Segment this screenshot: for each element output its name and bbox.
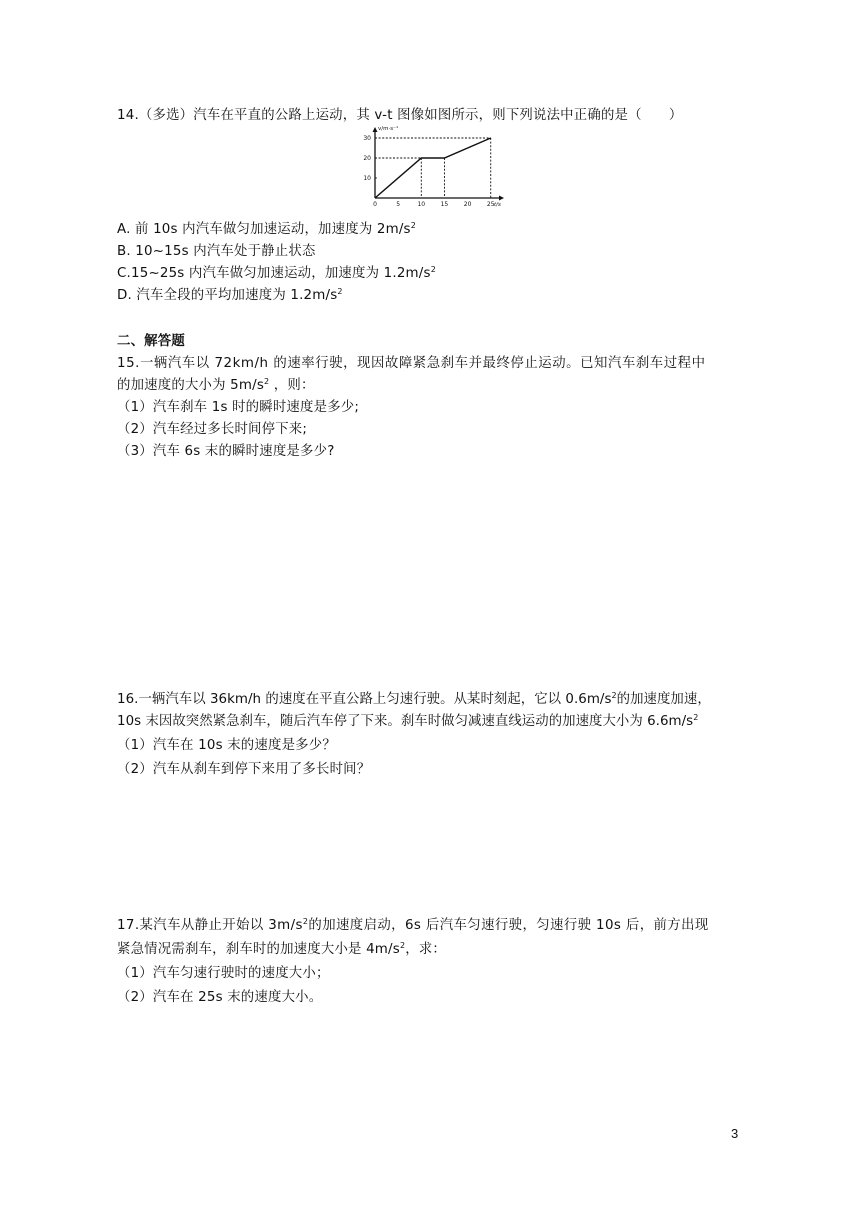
superscript: 2: [399, 941, 406, 950]
q17-line-1-text: 17.某汽车从静止开始以 3m/s: [117, 918, 303, 933]
q15-part-1: （1）汽车刹车 1s 时的瞬时速度是多少;: [117, 400, 360, 415]
y-tick-label: 30: [363, 135, 371, 142]
superscript: 2: [264, 377, 270, 386]
y-axis-label: v/m·s⁻¹: [378, 126, 399, 132]
x-tick-label: 20: [463, 201, 472, 208]
option-text: C.15~25s 内汽车做匀加速运动，加速度为 1.2m/s: [117, 266, 431, 281]
x-axis-arrow: [499, 196, 504, 201]
q16-part-2: （2）汽车从刹车到停下来用了多长时间？: [117, 762, 371, 777]
q14-option-b: [117, 242, 316, 262]
y-tick-label: 10: [363, 175, 371, 182]
q16-part-1: （1）汽车在 10s 末的速度是多少？: [117, 738, 336, 753]
q17-line-2-text: 紧急情况需刹车，刹车时的加速度大小是 4m/s: [117, 942, 400, 957]
q15-part-2: （2）汽车经过多长时间停下来;: [117, 422, 308, 437]
q14-option-d: [117, 286, 343, 306]
q14-option-a: [117, 220, 416, 240]
option-text: B. 10~15s 内汽车处于静止状态: [117, 244, 316, 259]
q15-line-2-text: 的加速度的大小为 5m/s: [117, 378, 265, 393]
q16-line-1: [117, 690, 711, 710]
series-line: [375, 138, 491, 198]
x-tick-label: 15: [440, 201, 449, 208]
superscript: 2: [430, 265, 436, 274]
q15-line-2: [117, 376, 315, 396]
q17-part-1: （1）汽车匀速行驶时的速度大小；: [117, 966, 330, 981]
q17-line-2-tail: ，求：: [405, 942, 447, 957]
q16-line-2: [117, 712, 698, 732]
q17-line-1: [117, 916, 709, 936]
x-tick-label: 10: [417, 201, 426, 208]
q17-line-2: [117, 940, 446, 960]
q15-line-1: 15.一辆汽车以 72km/h 的速率行驶，现因故障紧急刹车并最终停止运动。已知汽车刹车过程中: [117, 356, 706, 371]
option-text: D. 汽车全段的平均加速度为 1.2m/s: [117, 288, 338, 303]
q17-line-1-tail: 的加速度启动，6s 后汽车匀速行驶，匀速行驶 10s 后，前方出现: [308, 918, 709, 933]
x-tick-label: 5: [396, 201, 401, 208]
x-tick-label: 0: [373, 201, 377, 208]
q14-stem: 14.（多选）汽车在平直的公路上运动，其 v-t 图像如图所示，则下列说法中正确的是（ ）: [117, 108, 683, 123]
q16-line-1-tail: 的加速度加速，: [616, 692, 711, 707]
x-axis-label: t/s: [494, 202, 501, 208]
y-axis-arrow: [373, 127, 378, 132]
vt-chart: [358, 126, 508, 208]
superscript: 2: [410, 221, 417, 230]
q14-option-c: [117, 264, 436, 284]
superscript: 2: [302, 917, 309, 926]
q15-line-2-tail: ，则：: [269, 378, 315, 393]
superscript: 2: [337, 287, 343, 296]
x-tick-label: 25: [486, 201, 495, 208]
superscript: 2: [693, 713, 699, 722]
page-number: 3: [731, 1126, 739, 1141]
q17-part-2: （2）汽车在 25s 末的速度大小。: [117, 990, 323, 1005]
q15-part-3: （3）汽车 6s 末的瞬时速度是多少?: [117, 444, 335, 459]
q16-line-2-text: 10s 末因故突然紧急刹车，随后汽车停了下来。刹车时做匀减速直线运动的加速度大小为 6.6m/s: [117, 714, 694, 729]
option-text: A. 前 10s 内汽车做匀加速运动，加速度为 2m/s: [117, 222, 411, 237]
superscript: 2: [611, 691, 617, 700]
q16-line-1-text: 16.一辆汽车以 36km/h 的速度在平直公路上匀速行驶。从某时刻起，它以 0.6m/s: [117, 692, 612, 707]
section-title: 二、解答题: [117, 334, 185, 349]
y-tick-label: 20: [363, 155, 371, 162]
